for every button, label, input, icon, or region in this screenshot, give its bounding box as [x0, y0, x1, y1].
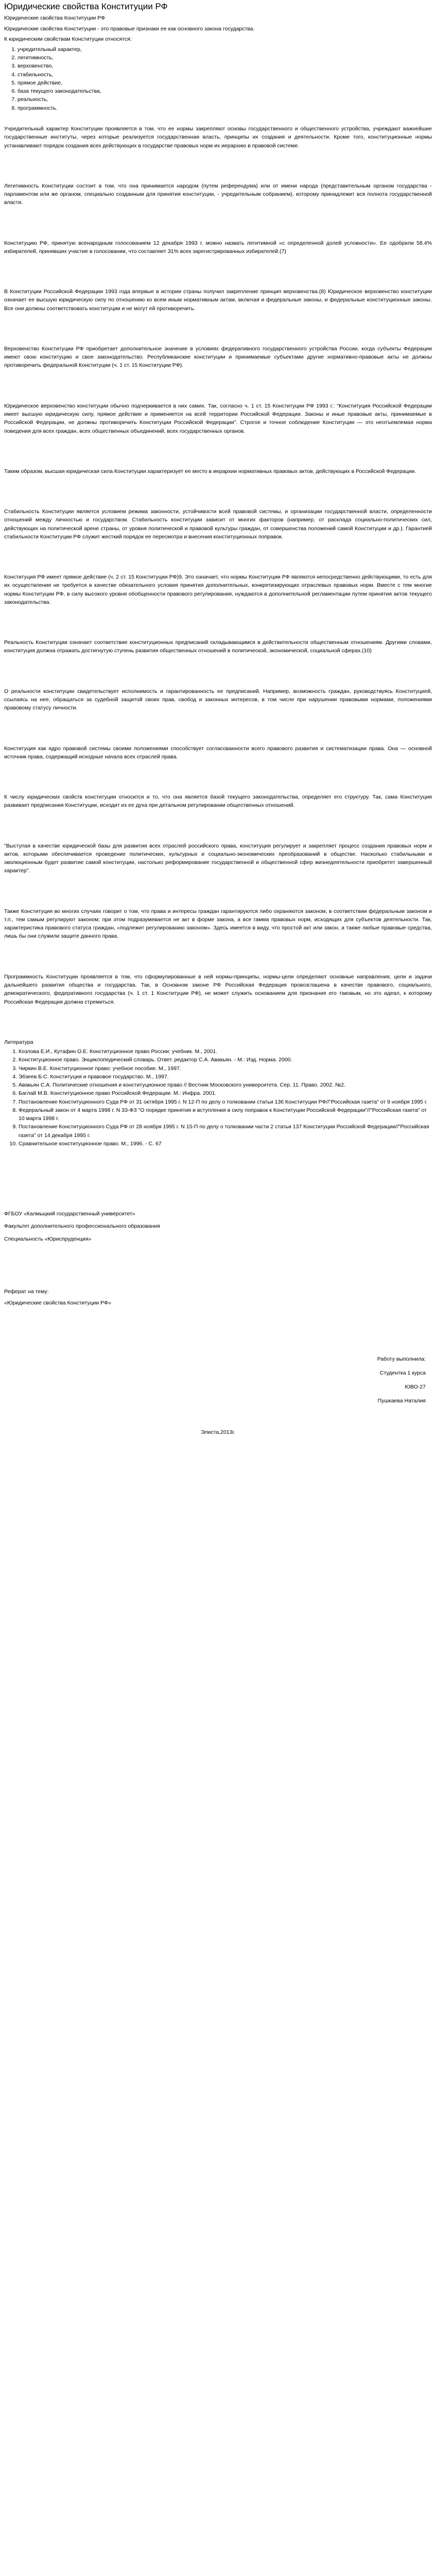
intro-paragraph: Юридические свойства Конституции - это правовые признаки ее как основного закона государства.: [4, 26, 255, 32]
list-item: 2. легитимность,: [18, 54, 432, 62]
student-course: Студентка 1 курса: [379, 1369, 426, 1376]
list-item: 4. стабильность,: [18, 71, 432, 79]
faculty-name: Факультет дополнительного профессионального образования: [4, 1223, 160, 1230]
title-page-header: [4, 1210, 432, 1243]
literature-heading: Литература: [4, 1039, 33, 1045]
section-paragraph: Реальность Конституции означает соответствие конституционных предписаний складывающимся в действительности общественным отношениям. Другими словами, конституция должна отражать достигнутую ступень развития общественных отношений в политической, экономической, социальной сферах.(10): [4, 639, 432, 654]
section-paragraph: Конституция как ядро правовой системы своими положениями способствует согласованности всего правового развития и систематизации права. Она — основной источник права, содержащий исходные начала всех отраслей права.: [4, 745, 432, 760]
document-title: Юридические свойства Конституции РФ: [4, 2, 168, 11]
list-item: 1. Козлова Е.И., Кутафин О.Е. Конституционное право России: учебник. М., 2001.: [19, 1047, 432, 1056]
author-name: Пушкаева Наталия: [377, 1398, 426, 1404]
list-item: 10. Сравнительное конституционное право. М., 1996. - С. 67: [19, 1140, 432, 1148]
list-item: 7. реальность,: [18, 95, 432, 104]
list-item: 2. Конституционное право. Энциклопедический словарь. Ответ. редактор С.А. Авакьян. - М.: Изд. Норма. 2000.: [19, 1056, 432, 1064]
list-item: 5. прямое действие,: [18, 79, 432, 87]
section-paragraph: Легитимность Конституции состоит в том, что она принимается народом (путем референдума) или от имени народа (представительным органом государства - парламентом или же органом, специально созданным для принятия конституции, - учредительным собранием), которому принадлежит вся полнота государственной власти.: [4, 182, 432, 206]
section-paragraph: "Выступая в качестве юридической базы для развития всех отраслей российского права, конституция регулирует и закрепляет процесс создания правовых норм и актов, которыми обеспечивается проведение политических, культурных и социально-экономических преобразований в обществе. Насколько стабильными и эволюционным будет развитие самой конституции, настолько реформирование государственной и общественной сфер жизнедеятельности приобретет завершенный характер".: [4, 842, 432, 874]
section-paragraph: Конституцию РФ, принятую всенародным голосованием 12 декабря 1993 г. можно назвать легитимной «с определенной долей условности». Ее одобрили 58.4% избирателей, принявших участие в голосовании, что составляет 31% всех зарегистрированных избирателей.(7): [4, 240, 432, 255]
section-paragraph: О реальности конституции свидетельствует исполнимость и гарантированность ее предписаний. Например, возможность граждан, руководствуясь Конституцией, ссылаясь на нее, обращаться за судебной защитой своих прав, свобод и законных интересов, в том числе при нарушении правовыми нормами, положениями правовому статусу личности.: [4, 688, 432, 711]
section-paragraph: Таким образом, высшая юридическая сила Конституции характеризует ее место в иерархии нормативных правовых актов, действующих в Российской Федерации.: [4, 468, 416, 474]
institution-name: ФГБОУ «Калмыцкий государственный университет»: [4, 1211, 135, 1217]
list-item: 6. Баглай М.В. Конституционное право Российской Федерации. М.: Инфра. 2001.: [19, 1089, 432, 1097]
list-item: 4. Эбзеев Б.С. Конституция и правовое государство. М., 1997.: [19, 1073, 432, 1081]
literature-section: [4, 1038, 432, 1148]
list-item: 6. база текущего законодательства,: [18, 87, 432, 95]
done-by-label: Работу выполнила:: [377, 1355, 426, 1362]
list-item: 7. Постановление Конституционного Суда РФ от 31 октября 1995 г. N 12-П по делу о толковании статьи 136 Конституции РФ//"Российская газета" от 9 ноября 1995 г.: [19, 1098, 432, 1106]
ref-title: «Юридические свойства Конституции РФ»: [4, 1300, 111, 1307]
properties-intro: К юридическим свойствам Конституции относятся:: [4, 36, 132, 42]
group-name: ЮВО-27: [405, 1384, 426, 1391]
list-item: 5. Авакьян С.А. Политические отношения и конституционное право // Вестник Московского университета. Сер. 11. Право. 2002. №2.: [19, 1081, 432, 1089]
specialty-name: Специальность «Юриспруденция»: [4, 1235, 92, 1242]
list-item: 3. Чиркин В.Е. Конституционное право: учебное пособие. М., 1997.: [19, 1064, 432, 1073]
section-paragraph: Также Конституция во многих случаях говорит о том, что права и интересы граждан гарантируются либо охраняются законом, в соответствии федеральным законом и т.п., тем самым регулируют законом; при этом подразумевается не акт в форме закона, а все гамма правовых норм, исходящих для субъектов деятельности. Так, характеристика правового статуса граждан, «подлежит регулированию законом». Здесь имеется в виду, что простой акт или закон, а также любые правовые средства, лишь бы они служили защите данного права.: [4, 908, 432, 940]
author-block: [4, 1355, 432, 1405]
section-paragraph: Учредительный характер Конституции проявляется в том, что ее нормы закрепляют основы государственного и общественного устройства, учреждают важнейшие государственные институты, через которые реализуется государственная власть, принципы их создания и деятельности. Кроме того, конституционные нормы устанавливают порядок создания всех действующих в государстве правовых норм их иерархию в правовой системе.: [4, 126, 432, 149]
city-year: Элиста,2013г.: [201, 1429, 235, 1435]
document-subtitle: Юридические свойства Конституции РФ: [4, 15, 106, 22]
section-paragraph: В Конституции Российской Федерации 1993 года впервые в истории страны получил закрепление принцип верховенства.(8) Юридическое верховенство конституции означает ее высшую юридическую силу по отношению ко всем иным нормативным актам, включая и федеральные законы, и федеральные конституционные законы. Все они должны соответствовать конституции и не могут ей противоречить.: [4, 289, 432, 312]
list-item: 3. верховенство,: [18, 62, 432, 70]
section-paragraph: К числу юридических свойств конституции относится и то, что она является базой текущего законодательства, определяет его структуру. Так, сама Конституция развивает предписания Конституции, исходит из ее духа при детальном регулировании общественных отношений.: [4, 794, 432, 809]
section-paragraph: Верховенство Конституции РФ приобретает дополнительное значение в условиях федеративного государственного устройства России, когда субъекты Федерации имеют свою конституцию и свое законодательство. Республиканские конституции и принимаемые субъектами другие нормативно-правовые акты не должны противоречить федеральной Конституции (ч. 1 ст. 15 Конституции РФ).: [4, 345, 432, 369]
list-item: 8. программность.: [18, 104, 432, 112]
list-item: 9. Постановление Конституционного Суда РФ от 28 ноября 1995 г. N 15-П по делу о толковании части 2 статьи 137 Конституции Российской Федерации//"Российская газета" от 14 декабря 1995 г.: [19, 1123, 432, 1140]
list-item: 8. Федеральный закон от 4 марта 1998 г. N 33-ФЗ "О порядке принятия и вступления в силу поправок к Конституции Российской Федерации"//"Российская газета" от 10 марта 1998 г.: [19, 1106, 432, 1123]
ref-label: Реферат на тему:: [4, 1289, 49, 1295]
properties-list: [4, 45, 432, 112]
section-paragraph: Стабильность Конституции является условием режима законности, устойчивости всей правовой системы, и организации государственной власти, определенности отношений между личностью и государством. Стабильность конституции зависит от многих факторов (например, от расклада социально-политических сил, действующих на политической арене страны, от уровня политической и правовой культуры граждан, от совершенства положений самой Конституции и др.). Гарантией стабильности Конституции РФ служит жесткий порядок ее пересмотра и внесения конституционных поправок.: [4, 509, 432, 540]
section-paragraph: Программность Конституции проявляется в том, что сформулированные в ней нормы-принципы, нормы-цели определяют основные направления, цели и задачи дальнейшего развития общества и государства. Так, в Основном законе РФ Российская Федерация провозглашена в качестве правового, социального, демократического, федеративного государства (ч. 1 ст. 1 Конституции РФ), не может служить основанием для признания его таковым, но это идеал, к которому Российская Федерация должна стремиться.: [4, 973, 432, 1005]
literature-list: [4, 1047, 432, 1148]
list-item: 1. учредительный характер,: [18, 45, 432, 54]
section-paragraph: Юридическое верховенство конституции обычно подчеркивается в них самих. Так, согласно ч. 1 ст. 15 Конституции РФ 1993 г.: "Конституция Российской Федерации имеет высшую юридическую силу, прямое действие и применяется на всей территории Российской Федерации. Законы и иные правовые акты, принимаемые в Российской Федерации, не должны противоречить Конституции Российской Федерации". Строгое и точное соблюдение Конституции — это неотъемлемая норма поведения для всех граждан, всех общественных объединений, всех государственных органов.: [4, 402, 432, 434]
title-page-topic: [4, 1287, 432, 1308]
section-paragraph: Конституция РФ имеет прямое действие (ч. 2 ст. 15 Конституции РФ)9. Это означает, что нормы Конституции РФ являются непосредственно действующими, то есть для их осуществления не требуется в качестве обязательного условия принятия дополнительных, конкретизирующих отраслевых правовых норм. Вместе с тем многие нормы Конституции РФ, в силу высокого уровня обобщенности правового регулирования, нуждаются в дополнительной регламентации путем принятия актов текущего законодательства.: [4, 574, 432, 605]
